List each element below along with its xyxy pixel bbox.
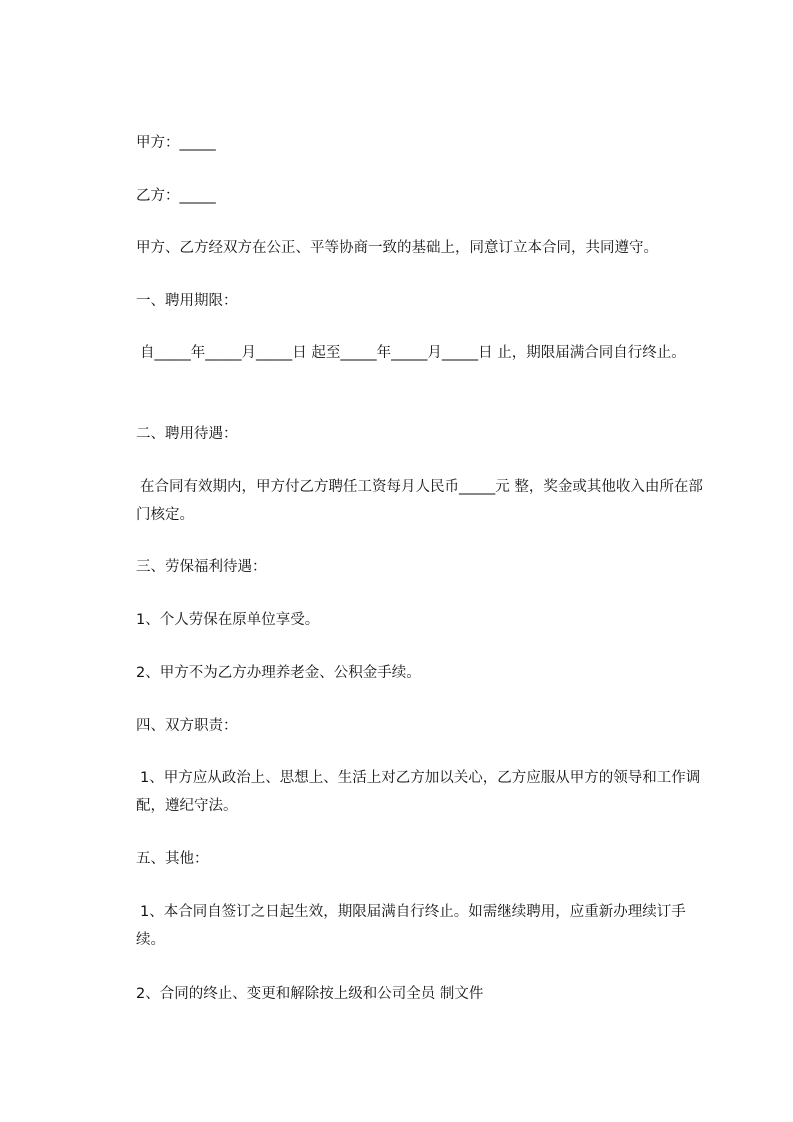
- party-a-line: 甲方：_____: [136, 135, 216, 151]
- section-5-item-1: 1、本合同自签订之日起生效，期限届满自行终止。如需继续聘用，应重新办理续订手续。: [136, 904, 686, 948]
- party-b-line: 乙方：_____: [136, 188, 216, 204]
- section-4-heading: 四、双方职责：: [136, 718, 238, 734]
- section-3-item-1: 1、个人劳保在原单位享受。: [136, 612, 320, 628]
- section-1-heading: 一、聘用期限：: [136, 293, 238, 309]
- section-3-heading: 三、劳保福利待遇：: [136, 559, 267, 575]
- intro-paragraph: 甲方、乙方经双方在公正、平等协商一致的基础上，同意订立本合同，共同遵守。: [136, 240, 658, 256]
- section-5-heading: 五、其他：: [136, 851, 209, 867]
- section-4-text: 1、甲方应从政治上、思想上、生活上对乙方加以关心，乙方应服从甲方的领导和工作调配，遵纪守法。: [136, 770, 701, 814]
- section-3-item-2: 2、甲方不为乙方办理养老金、公积金手续。: [136, 665, 421, 681]
- section-1-text: 自_____年_____月_____日 起至_____年_____月_____日 止，期限届满合同自行终止。: [140, 345, 686, 361]
- section-5-item-2: 2、合同的终止、变更和解除按上级和公司全员 制文件: [136, 986, 484, 1002]
- section-2-heading: 二、聘用待遇：: [136, 426, 238, 442]
- section-2-text: 在合同有效期内，甲方付乙方聘任工资每月人民币_____元 整，奖金或其他收入由所在部门核定。: [136, 479, 703, 523]
